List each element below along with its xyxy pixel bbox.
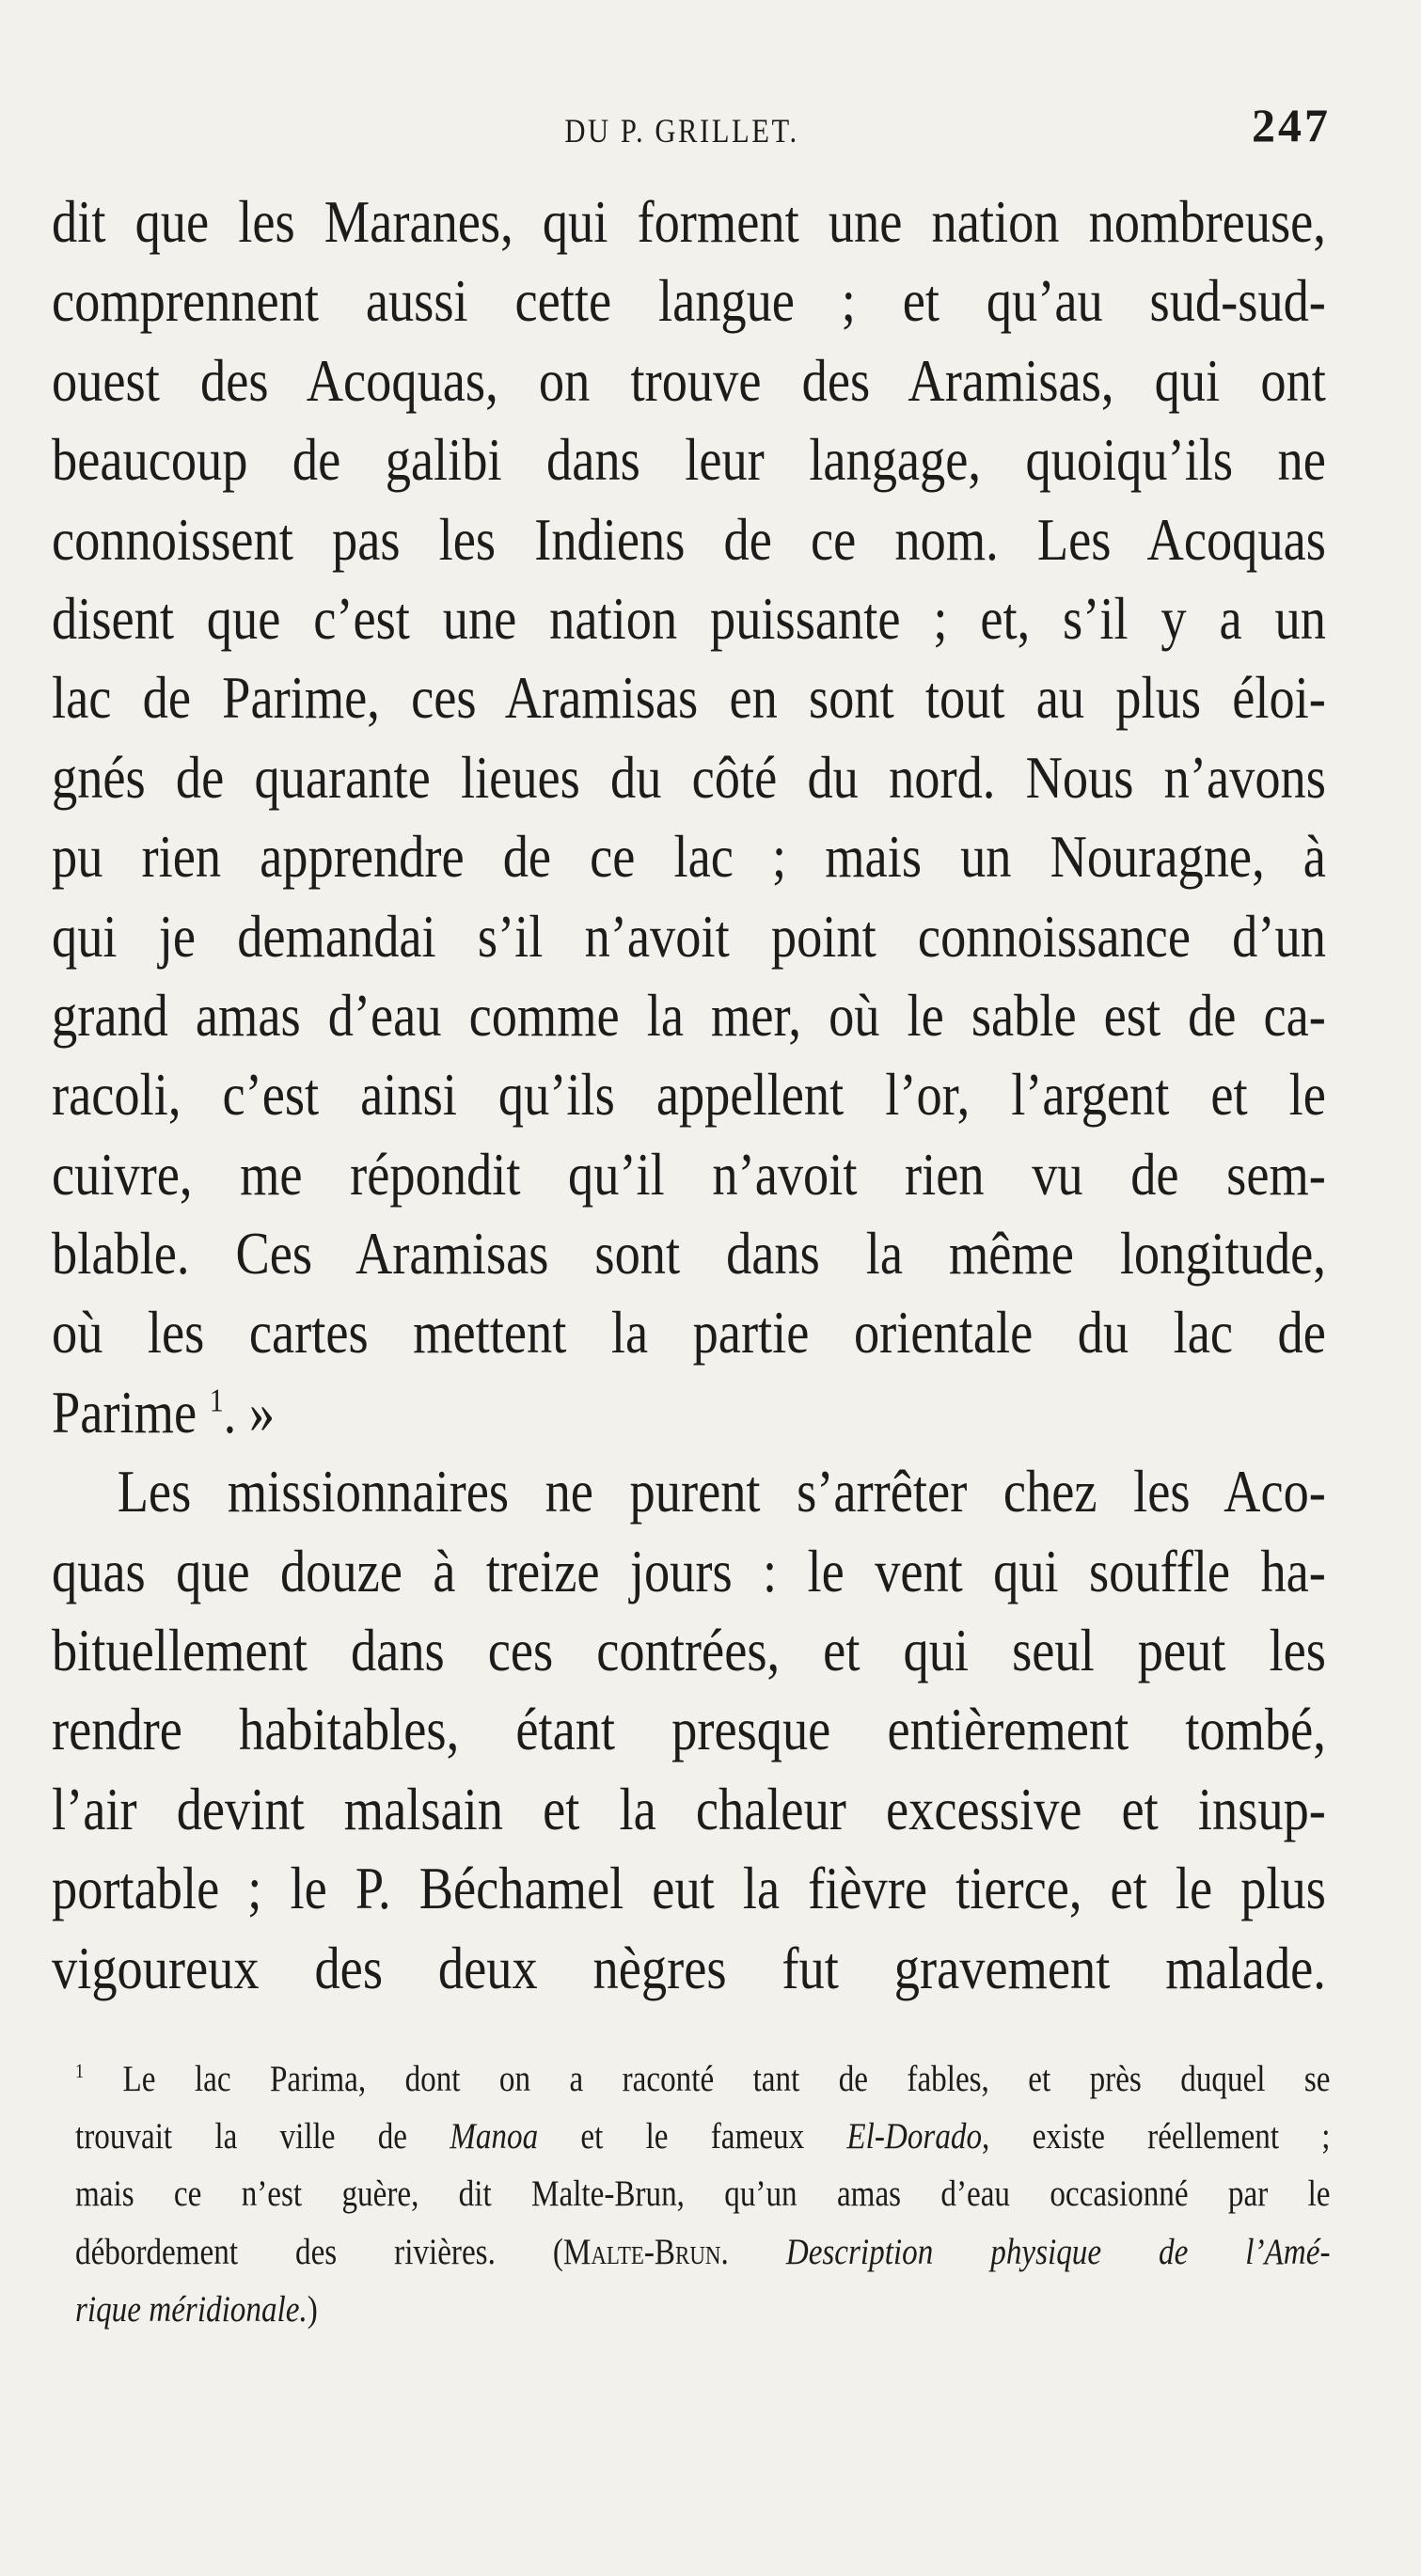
text-line bbox=[52, 1373, 1326, 1452]
text-line: l’air devint malsain et la chaleur excessive et insup- bbox=[52, 1775, 1326, 1842]
quote-close: . » bbox=[223, 1378, 276, 1446]
footnote-line bbox=[75, 2223, 1331, 2281]
footnote-line bbox=[75, 2281, 1331, 2338]
text-line: dit que les Maranes, qui forment une nation nombreuse, bbox=[52, 188, 1326, 255]
italic-text: El-Dorado bbox=[846, 2116, 983, 2157]
text-line: où les cartes mettent la partie orientale du lac de bbox=[52, 1299, 1326, 1367]
text-line: bituellement dans ces contrées, et qui seul peut les bbox=[52, 1617, 1326, 1684]
footnote-line bbox=[75, 2108, 1331, 2165]
text-line: comprennent aussi cette langue ; et qu’au sud-sud- bbox=[52, 267, 1326, 335]
text-line: pu rien apprendre de ce lac ; mais un Nouragne, à bbox=[52, 823, 1326, 891]
line-text: Parime bbox=[52, 1378, 197, 1446]
line-text: ) bbox=[307, 2288, 318, 2330]
text-line: Les missionnaires ne purent s’arrêter chez les Aco- bbox=[117, 1458, 1326, 1525]
text-line: rendre habitables, étant presque entièrement tombé, bbox=[52, 1696, 1326, 1763]
text-line: ouest des Acoquas, on trouve des Aramisas, qui ont bbox=[52, 346, 1326, 414]
text-line: vigoureux des deux nègres fut gravement malade. bbox=[52, 1934, 1326, 2001]
line-text: débordement des rivières. ( bbox=[75, 2231, 563, 2272]
book-title: rique méridionale. bbox=[75, 2288, 308, 2330]
text-line: racoli, c’est ainsi qu’ils appellent l’or, l’argent et le bbox=[52, 1061, 1326, 1129]
footnote-reference[interactable]: 1 bbox=[209, 1382, 224, 1419]
line-text: trouvait la ville de bbox=[75, 2116, 450, 2157]
line-text: et le fameux bbox=[538, 2116, 847, 2157]
text-line: quas que douze à treize jours : le vent qui souffle ha- bbox=[52, 1537, 1326, 1604]
footnote-line: mais ce n’est guère, dit Malte-Brun, qu’un amas d’eau occasionné par le bbox=[75, 2173, 1331, 2215]
line-text: Le lac Parima, dont on a raconté tant de fables, et près duquel se bbox=[122, 2059, 1331, 2099]
line-text: . bbox=[720, 2231, 786, 2272]
text-line: cuivre, me répondit qu’il n’avoit rien vu de sem- bbox=[52, 1140, 1326, 1208]
page-number: 247 bbox=[1252, 99, 1331, 151]
footnote bbox=[75, 2050, 1331, 2338]
running-title: DU P. GRILLET. bbox=[564, 112, 799, 150]
text-line: lac de Parime, ces Aramisas en sont tout au plus éloi- bbox=[52, 664, 1326, 732]
italic-text: Manoa bbox=[450, 2116, 539, 2157]
text-line: qui je demandai s’il n’avoit point connoissance d’un bbox=[52, 902, 1326, 970]
text-line: grand amas d’eau comme la mer, où le sable est de ca- bbox=[52, 981, 1326, 1049]
body-text bbox=[52, 182, 1326, 2008]
footnote-marker: 1 bbox=[75, 2060, 85, 2082]
author-name: Malte-Brun bbox=[562, 2231, 721, 2272]
book-title: Description physique de l’Amé- bbox=[785, 2231, 1331, 2272]
line-text: , existe réellement ; bbox=[982, 2116, 1331, 2157]
text-line: blable. Ces Aramisas sont dans la même longitude, bbox=[52, 1220, 1326, 1288]
text-line: disent que c’est une nation puissante ; et, s’il y a un bbox=[52, 584, 1326, 652]
footnote-line bbox=[75, 2050, 1331, 2108]
text-line: beaucoup de galibi dans leur langage, quoiqu’ils ne bbox=[52, 426, 1326, 494]
text-line: gnés de quarante lieues du côté du nord. Nous n’avons bbox=[52, 743, 1326, 811]
text-line: connoissent pas les Indiens de ce nom. Les Acoquas bbox=[52, 505, 1326, 573]
text-line: portable ; le P. Béchamel eut la fièvre tierce, et le plus bbox=[52, 1855, 1326, 1922]
